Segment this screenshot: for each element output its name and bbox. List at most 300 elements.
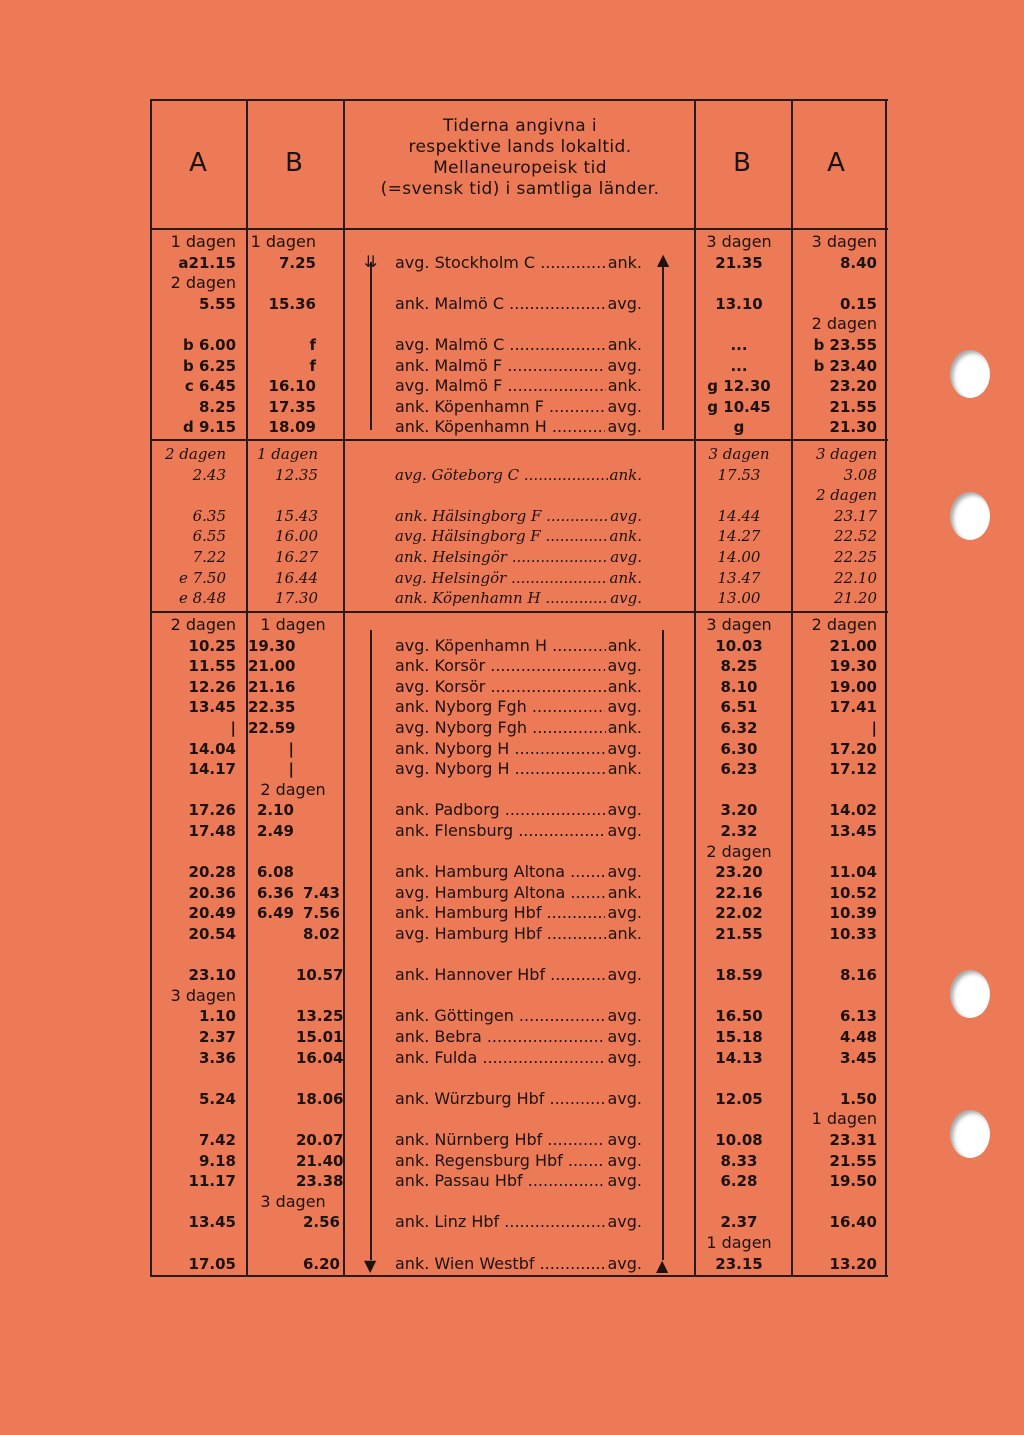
time-col-b2: 10.57 <box>296 966 344 985</box>
station-entry <box>395 253 642 274</box>
time-col-a-return: 21.55 <box>829 1151 877 1170</box>
time-col-a-return: 21.30 <box>829 418 877 437</box>
up-arrow-icon: ▲ <box>657 250 670 269</box>
time-col-a-return: 22.25 <box>834 548 877 566</box>
arrival-departure-marker: avg. <box>607 821 642 840</box>
station-name: avg. Göteborg C ..... <box>395 465 608 486</box>
time-col-a: 17.48 <box>188 822 236 840</box>
station-entry <box>395 1151 642 1172</box>
header-bottom-rule <box>150 228 888 230</box>
station-entry <box>395 397 642 418</box>
station-name: ank. Helsingör ..... <box>395 547 608 568</box>
time-col-a-return: 13.20 <box>829 1254 877 1273</box>
time-col-b2: 2.56 <box>302 1213 340 1232</box>
time-col-b: 17.30 <box>275 589 318 608</box>
time-col-a-return: 11.04 <box>829 863 877 882</box>
time-col-b: | <box>288 739 294 758</box>
time-col-a-return: 3 dagen <box>811 232 877 251</box>
time-col-b2: 7.43 <box>302 883 340 902</box>
arrival-departure-marker: avg. <box>607 738 642 758</box>
time-col-b-return: g 12.30 <box>707 377 771 396</box>
time-col-b-return: 3 dagen <box>706 232 772 251</box>
time-col-b: 22.35 <box>248 698 296 717</box>
time-col-a: 6.35 <box>192 506 226 525</box>
time-col-a-return: 22.10 <box>834 568 877 587</box>
station-entry <box>395 883 642 904</box>
time-col-a-return: 2 dagen <box>811 314 877 334</box>
time-col-a: 13.45 <box>188 698 236 717</box>
time-col-b: 6.49 <box>256 904 294 923</box>
time-col-b: 21.16 <box>248 677 296 696</box>
station-entry <box>395 1089 642 1110</box>
station-name: ank. Nyborg H ..... <box>395 739 605 760</box>
station-name: ank. Hamburg Altona ..... <box>395 862 605 883</box>
time-col-b: | <box>288 760 294 779</box>
time-col-a-return: 3.08 <box>843 465 877 484</box>
time-col-b2: 16.04 <box>296 1048 344 1067</box>
time-col-a-return: 17.12 <box>829 760 877 779</box>
time-col-b-return: 14.44 <box>717 506 761 525</box>
arrival-departure-marker: avg. <box>607 1006 642 1026</box>
time-col-b: 16.00 <box>275 527 318 546</box>
down-arrow-icon: ▼ <box>364 1256 377 1275</box>
time-note <box>345 116 695 200</box>
punch-hole <box>950 970 990 1018</box>
time-col-b: 16.10 <box>268 377 316 396</box>
time-col-b2: 23.38 <box>296 1172 344 1191</box>
time-col-a-return: 0.15 <box>839 294 877 313</box>
time-col-a: e 8.48 <box>178 589 226 608</box>
time-col-b2: 13.25 <box>296 1007 344 1026</box>
station-entry <box>395 1171 642 1192</box>
time-col-a: 14.17 <box>188 760 236 779</box>
station-name: ank. Malmö F ..... <box>395 356 605 377</box>
time-col-a-return: 10.33 <box>829 925 877 943</box>
time-col-b-return: ... <box>730 356 748 375</box>
time-col-b: 22.59 <box>248 719 296 737</box>
time-col-a: 8.25 <box>198 397 236 416</box>
time-col-a: c 6.45 <box>184 377 236 396</box>
time-col-a-return: 2 dagen <box>811 615 877 634</box>
time-col-b: 18.09 <box>268 418 316 437</box>
time-col-b-return: 13.00 <box>717 589 761 608</box>
arrival-departure-marker: avg. <box>607 1130 642 1149</box>
station-entry <box>395 376 642 397</box>
time-col-b2: 20.07 <box>296 1131 344 1149</box>
time-col-b-return: 10.08 <box>715 1131 763 1149</box>
time-col-b-return: g 10.45 <box>707 397 771 416</box>
down-arrow-icon: ⇊ <box>364 252 378 271</box>
arrival-departure-marker: ank. <box>607 335 642 354</box>
time-col-a-return: 3 dagen <box>816 445 877 463</box>
time-col-b2: 15.01 <box>296 1028 344 1046</box>
time-col-a: 20.36 <box>188 883 236 902</box>
station-name: ank. Flensburg ..... <box>395 821 605 842</box>
time-col-b-return: 6.28 <box>720 1172 758 1191</box>
time-col-b: 12.35 <box>275 465 318 484</box>
station-entry <box>395 1027 642 1048</box>
time-col-b2: 8.02 <box>302 925 340 943</box>
direction-arrow-icon <box>662 630 664 1260</box>
time-col-b-return: 2 dagen <box>706 841 772 861</box>
arrival-departure-marker: avg. <box>607 1212 642 1232</box>
time-col-a: 13.45 <box>188 1213 236 1232</box>
time-col-b-return: 8.10 <box>720 677 758 696</box>
time-col-b2: 6.20 <box>302 1254 340 1273</box>
time-col-b: 2.49 <box>256 822 294 840</box>
time-col-b-return: 21.55 <box>715 925 763 943</box>
time-col-b-return: 3 dagen <box>706 615 772 634</box>
station-name: ank. Köpenhamn H ..... <box>395 588 608 609</box>
time-col-b: 7.25 <box>278 253 316 272</box>
station-entry <box>395 800 642 821</box>
time-col-b: 1 dagen <box>250 232 316 251</box>
time-col-a-return: 23.20 <box>829 377 877 396</box>
time-col-b-return: 15.18 <box>715 1028 763 1046</box>
station-entry <box>395 821 642 842</box>
time-col-b: 6.08 <box>256 863 294 882</box>
time-col-b-return: g <box>733 418 745 437</box>
arrival-departure-marker: ank. <box>607 676 642 696</box>
arrival-departure-marker: ank. <box>607 252 642 272</box>
time-col-a: 3 dagen <box>170 985 236 1005</box>
time-col-b-return: ... <box>730 336 748 354</box>
arrival-departure-marker: ank. <box>607 759 642 779</box>
time-col-b: 16.27 <box>275 548 318 566</box>
time-col-b-return: 3.20 <box>720 801 758 820</box>
time-col-b: 16.44 <box>275 568 318 587</box>
station-name: ank. Malmö C ..... <box>395 294 605 315</box>
arrival-departure-marker: ank. <box>607 924 642 943</box>
time-col-b: f <box>309 356 316 375</box>
arrival-departure-marker: avg. <box>607 1150 642 1170</box>
punch-hole <box>950 1110 990 1158</box>
time-col-a-return: 10.39 <box>829 904 877 923</box>
time-col-b: f <box>309 336 316 354</box>
time-col-a: d 9.15 <box>183 418 236 437</box>
up-arrow-icon: ▲ <box>656 1256 669 1275</box>
time-col-a: 2.37 <box>198 1028 236 1046</box>
table-top-rule <box>150 99 888 101</box>
station-name: ank. Göttingen ..... <box>395 1006 605 1027</box>
station-name: avg. Malmö C ..... <box>395 335 606 356</box>
time-col-b-return: 17.53 <box>717 465 761 484</box>
station-name: avg. Hamburg Hbf ..... <box>395 924 606 945</box>
time-note-line: Mellaneuropeisk tid <box>433 158 607 178</box>
time-col-b-return: 6.51 <box>720 698 758 717</box>
column-rule <box>343 99 345 1277</box>
station-name: avg. Nyborg Fgh ..... <box>395 718 606 739</box>
arrival-departure-marker: avg. <box>610 506 642 525</box>
time-col-a-return: 21.20 <box>834 589 877 608</box>
station-entry <box>395 547 642 568</box>
time-col-b: 1 dagen <box>260 615 326 634</box>
time-col-b2: 3 dagen <box>260 1191 326 1211</box>
station-entry <box>395 568 642 589</box>
section-rule <box>150 611 888 613</box>
punch-hole <box>950 492 990 540</box>
time-col-a: b 6.25 <box>183 356 236 375</box>
time-col-a: 7.42 <box>198 1131 236 1149</box>
time-col-b: 1 dagen <box>257 445 318 463</box>
time-col-a: 20.54 <box>188 925 236 943</box>
station-name: ank. Bebra ..... <box>395 1027 605 1048</box>
station-entry <box>395 1212 642 1233</box>
arrival-departure-marker: ank. <box>609 568 642 587</box>
station-name: ank. Köpenhamn F ..... <box>395 397 605 418</box>
time-col-b: 2 dagen <box>260 779 326 799</box>
column-header-b-return: B <box>733 148 751 178</box>
time-col-a: 17.05 <box>188 1254 236 1273</box>
arrival-departure-marker: avg. <box>607 800 642 820</box>
station-entry <box>395 335 642 356</box>
arrival-departure-marker: ank. <box>607 376 642 396</box>
time-note-line: respektive lands lokaltid. <box>408 137 632 157</box>
time-note-line: Tiderna angivna i <box>442 116 597 136</box>
time-col-a-return: 14.02 <box>829 801 877 820</box>
station-name: ank. Würzburg Hbf ..... <box>395 1089 605 1110</box>
time-col-a: 17.26 <box>188 801 236 820</box>
station-entry <box>395 903 642 924</box>
time-col-a: 6.55 <box>192 527 226 546</box>
station-name: ank. Köpenhamn H ..... <box>395 417 605 438</box>
time-col-b-return: 6.30 <box>720 739 758 758</box>
time-col-b-return: 21.35 <box>715 253 763 272</box>
station-name: ank. Fulda ..... <box>395 1048 605 1069</box>
arrival-departure-marker: ank. <box>609 465 642 484</box>
time-col-a: 2.43 <box>192 465 226 484</box>
time-col-a-return: 1 dagen <box>811 1109 877 1129</box>
station-entry <box>395 862 642 883</box>
time-col-b: 19.30 <box>248 636 296 655</box>
time-col-a: 5.55 <box>198 294 236 313</box>
station-entry <box>395 718 642 739</box>
time-col-b-return: 2.37 <box>720 1213 758 1232</box>
time-col-a: 2 dagen <box>170 273 236 293</box>
station-name: avg. Malmö F ..... <box>395 376 606 397</box>
time-col-b-return: 23.20 <box>715 863 763 882</box>
time-col-a: 20.49 <box>188 904 236 923</box>
time-col-b-return: 16.50 <box>715 1007 763 1026</box>
station-name: avg. Nyborg H ..... <box>395 759 606 780</box>
time-col-b: 15.43 <box>275 506 318 525</box>
time-col-a: 7.22 <box>192 548 226 566</box>
time-col-a-return: 21.55 <box>829 397 877 416</box>
direction-arrow-icon <box>370 630 372 1260</box>
arrival-departure-marker: avg. <box>607 965 642 985</box>
punch-hole <box>950 350 990 398</box>
time-col-b-return: 8.33 <box>720 1151 758 1170</box>
arrival-departure-marker: avg. <box>607 1171 642 1191</box>
time-col-a-return: 6.13 <box>839 1007 877 1026</box>
time-col-b-return: 14.27 <box>717 527 761 546</box>
arrival-departure-marker: avg. <box>607 396 642 416</box>
time-col-b: 21.00 <box>248 657 296 676</box>
station-entry <box>395 588 642 609</box>
time-col-a-return: 16.40 <box>829 1213 877 1232</box>
column-header-a-return: A <box>827 148 845 178</box>
time-col-b-return: 14.00 <box>717 548 761 566</box>
time-col-b-return: 13.47 <box>717 568 761 587</box>
time-col-a: 11.55 <box>188 657 236 676</box>
time-col-a: e 7.50 <box>178 568 226 587</box>
station-entry <box>395 636 642 657</box>
time-col-a: 1.10 <box>198 1007 236 1026</box>
time-col-a: 20.28 <box>188 863 236 882</box>
arrival-departure-marker: avg. <box>607 903 642 923</box>
time-col-a: 2 dagen <box>165 445 226 463</box>
time-col-a: | <box>230 719 236 737</box>
station-name: ank. Passau Hbf ..... <box>395 1171 605 1192</box>
arrival-departure-marker: avg. <box>610 589 642 608</box>
station-name: ank. Wien Westbf ..... <box>395 1254 605 1275</box>
station-name: avg. Köpenhamn H ..... <box>395 636 606 657</box>
time-col-a-return: b 23.40 <box>813 356 877 375</box>
time-col-b-return: 3 dagen <box>708 445 770 463</box>
time-col-a-return: 8.40 <box>839 253 877 272</box>
station-entry <box>395 465 642 486</box>
station-entry <box>395 1006 642 1027</box>
column-header-b: B <box>285 148 303 178</box>
time-col-a: 9.18 <box>198 1151 236 1170</box>
time-col-b-return: 14.13 <box>715 1048 763 1067</box>
station-name: ank. Regensburg Hbf ..... <box>395 1151 605 1172</box>
time-col-b-return: 22.02 <box>715 904 763 923</box>
time-col-a-return: 3.45 <box>839 1048 877 1067</box>
station-name: ank. Hamburg Hbf ..... <box>395 903 605 924</box>
time-col-a-return: 19.00 <box>829 677 877 696</box>
time-col-b2: 7.56 <box>302 904 340 923</box>
arrival-departure-marker: avg. <box>607 697 642 717</box>
time-col-b: 15.36 <box>268 294 316 313</box>
station-name: ank. Linz Hbf ..... <box>395 1212 605 1233</box>
arrival-departure-marker: avg. <box>607 656 642 676</box>
station-entry <box>395 965 642 986</box>
time-note-line: (=svensk tid) i samtliga länder. <box>380 179 660 199</box>
arrival-departure-marker: ank. <box>607 718 642 737</box>
station-entry <box>395 759 642 780</box>
arrival-departure-marker: avg. <box>610 548 642 566</box>
arrival-departure-marker: avg. <box>607 1047 642 1067</box>
time-col-b-return: 18.59 <box>715 966 763 985</box>
time-col-a-return: 21.00 <box>829 636 877 655</box>
time-col-b-return: 1 dagen <box>706 1233 772 1252</box>
time-col-a-return: 17.20 <box>829 739 877 758</box>
time-col-b-return: 13.10 <box>715 294 763 313</box>
arrival-departure-marker: avg. <box>607 293 642 313</box>
time-col-a: 10.25 <box>188 636 236 655</box>
arrival-departure-marker: ank. <box>607 882 642 902</box>
time-col-a-return: 10.52 <box>829 883 877 902</box>
station-name: avg. Stockholm C ..... <box>395 253 606 274</box>
table-bottom-rule <box>150 1275 888 1277</box>
time-col-b: 6.36 <box>256 883 294 902</box>
station-entry <box>395 1048 642 1069</box>
time-col-a: 11.17 <box>188 1172 236 1191</box>
station-name: avg. Hamburg Altona ..... <box>395 883 606 904</box>
station-entry <box>395 924 642 945</box>
time-col-a-return: 23.17 <box>834 506 877 525</box>
time-col-b-return: 2.32 <box>720 822 758 840</box>
station-name: ank. Padborg ..... <box>395 800 605 821</box>
time-col-a: 2 dagen <box>170 615 236 634</box>
station-name: avg. Helsingör ..... <box>395 568 608 589</box>
time-col-a: b 6.00 <box>183 336 236 354</box>
time-col-a-return: 13.45 <box>829 822 877 840</box>
time-col-b-return: 10.03 <box>715 636 763 655</box>
time-col-b2: 21.40 <box>296 1151 344 1170</box>
time-col-a-return: 19.30 <box>829 657 877 676</box>
column-header-a: A <box>189 148 207 178</box>
time-col-a-return: 4.48 <box>839 1028 877 1046</box>
time-col-a-return: 2 dagen <box>816 486 877 505</box>
station-entry <box>395 1254 642 1275</box>
time-col-a: 12.26 <box>188 677 236 696</box>
station-name: ank. Hälsingborg F ..... <box>395 506 608 527</box>
station-name: ank. Nyborg Fgh ..... <box>395 697 605 718</box>
time-col-b-return: 6.32 <box>720 719 758 737</box>
section-rule <box>150 439 888 441</box>
station-entry <box>395 697 642 718</box>
station-entry <box>395 356 642 377</box>
arrival-departure-marker: avg. <box>607 417 642 437</box>
station-entry <box>395 656 642 677</box>
time-col-b-return: 6.23 <box>720 760 758 779</box>
time-col-a-return: 23.31 <box>829 1131 877 1149</box>
arrival-departure-marker: ank. <box>609 527 642 546</box>
time-col-a: 23.10 <box>188 966 236 985</box>
time-col-a: 3.36 <box>198 1048 236 1067</box>
station-entry <box>395 417 642 438</box>
station-entry <box>395 739 642 760</box>
time-col-b: 2.10 <box>256 801 294 820</box>
station-entry <box>395 677 642 698</box>
time-col-a: a21.15 <box>178 253 236 272</box>
station-name: ank. Nürnberg Hbf ..... <box>395 1130 605 1151</box>
time-col-a: 14.04 <box>188 739 236 758</box>
time-col-a-return: b 23.55 <box>813 336 877 354</box>
arrival-departure-marker: avg. <box>607 1088 642 1108</box>
column-rule <box>885 99 887 1277</box>
time-col-b2: 18.06 <box>296 1089 344 1108</box>
time-col-a-return: 19.50 <box>829 1172 877 1191</box>
time-col-a-return: 8.16 <box>839 966 877 985</box>
station-entry <box>395 1130 642 1151</box>
arrival-departure-marker: ank. <box>607 635 642 655</box>
station-entry <box>395 526 642 547</box>
arrival-departure-marker: avg. <box>607 1027 642 1046</box>
station-name: ank. Hannover Hbf ..... <box>395 965 605 986</box>
time-col-a: 5.24 <box>198 1089 236 1108</box>
time-col-a: 1 dagen <box>170 232 236 251</box>
arrival-departure-marker: avg. <box>607 862 642 882</box>
time-col-a-return: | <box>871 719 877 737</box>
station-entry <box>395 294 642 315</box>
station-name: avg. Korsör ..... <box>395 677 606 698</box>
station-entry <box>395 506 642 527</box>
arrival-departure-marker: avg. <box>607 355 642 375</box>
time-col-b-return: 22.16 <box>715 883 763 902</box>
station-name: ank. Korsör ..... <box>395 656 605 677</box>
time-col-b: 17.35 <box>268 397 316 416</box>
time-col-b-return: 12.05 <box>715 1089 763 1108</box>
direction-arrow-icon <box>370 262 372 430</box>
station-name: avg. Hälsingborg F ..... <box>395 526 608 547</box>
time-col-b-return: 8.25 <box>720 657 758 676</box>
arrival-departure-marker: avg. <box>607 1253 642 1273</box>
direction-arrow-icon <box>662 262 664 430</box>
time-col-a-return: 1.50 <box>839 1089 877 1108</box>
